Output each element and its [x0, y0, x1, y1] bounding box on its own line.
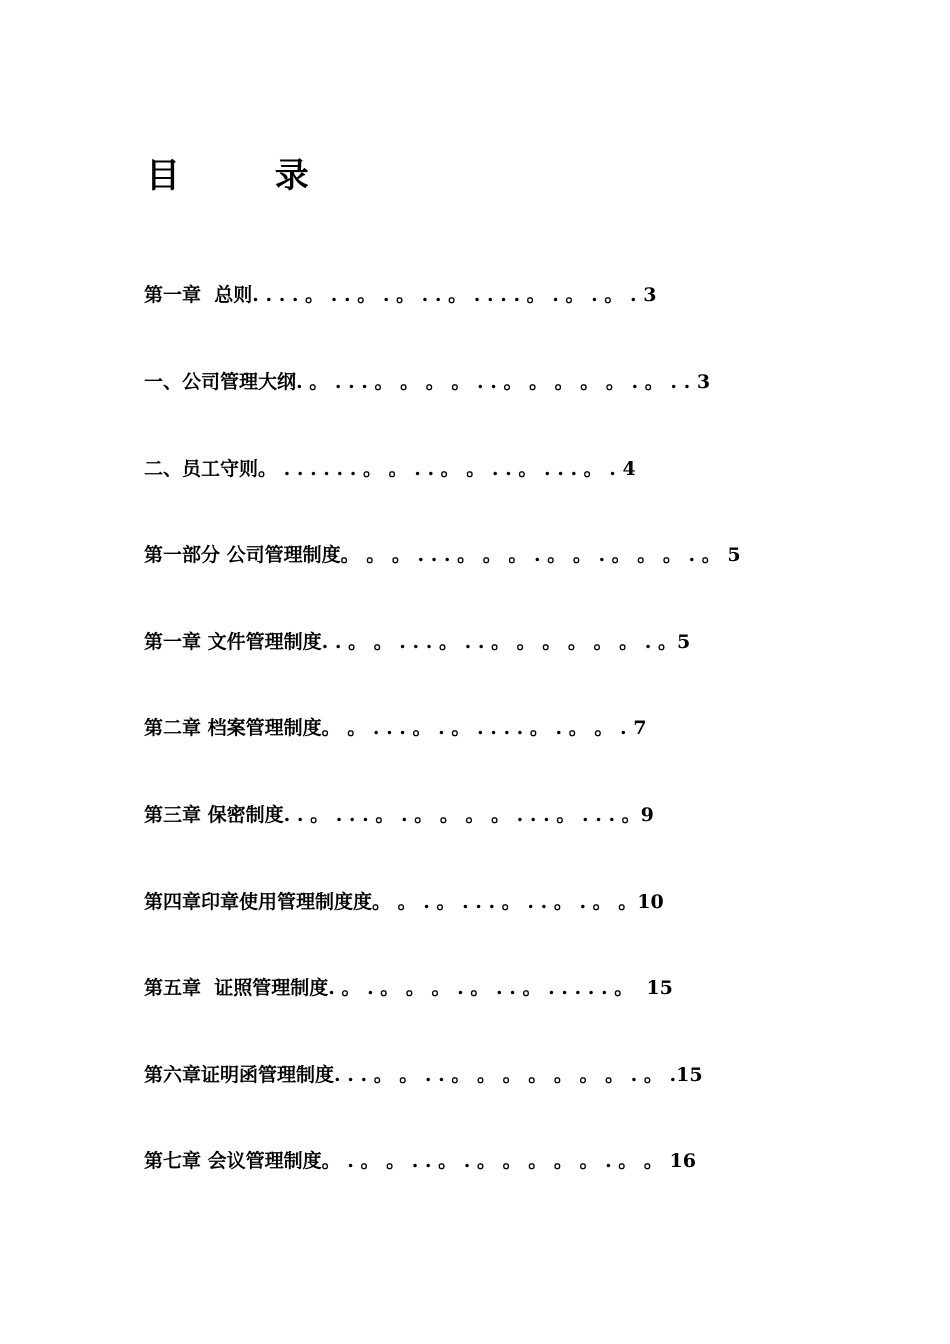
- toc-entry: 第一部分 公司管理制度。 。 。 . . . 。 。 。 . 。 。 . 。 。 。 . 。 5: [144, 544, 741, 566]
- toc-entry: 第七章 会议管理制度。 . 。 。 . . 。 . 。 。 。 。 。 . 。 。 16: [144, 1150, 696, 1172]
- toc-entry: 第一章 总则. . . . 。 . . 。 . 。 . . 。 . . . . 。 . 。 . 。 . 3: [144, 284, 657, 306]
- toc-entry: 第四章印章使用管理制度度。 。 . 。 . . . 。 . . 。 . 。 。10: [144, 891, 664, 913]
- toc-entry: 第二章 档案管理制度。 。 . . . 。 . 。 . . . . 。 . 。 。 . 7: [144, 717, 647, 739]
- toc-entry: 第六章证明函管理制度. . . 。 。 . . 。 。 。 。 。 。 。 . 。 .15: [144, 1064, 703, 1086]
- toc-entry: 一、公司管理大纲. 。 . . . 。 。 。 。 . . 。 。 。 。 。 . 。 . . 3: [144, 371, 711, 393]
- toc-entry: 第三章 保密制度. . 。 . . . 。 . 。 。 。 。 . . . 。 . . . 。9: [144, 804, 654, 826]
- toc-entry: 第一章 文件管理制度. . 。 。 . . . 。 . . 。 。 。 。 。 。 . 。5: [144, 631, 691, 653]
- toc-title: 目 录: [146, 156, 309, 196]
- toc-entry: 第五章 证照管理制度. 。 . 。 。 。 . 。 . . 。 . . . . . 。 15: [144, 977, 673, 999]
- toc-entry: 二、员工守则。 . . . . . . 。 。 . . 。 。 . . 。 . . . 。 . 4: [144, 458, 636, 480]
